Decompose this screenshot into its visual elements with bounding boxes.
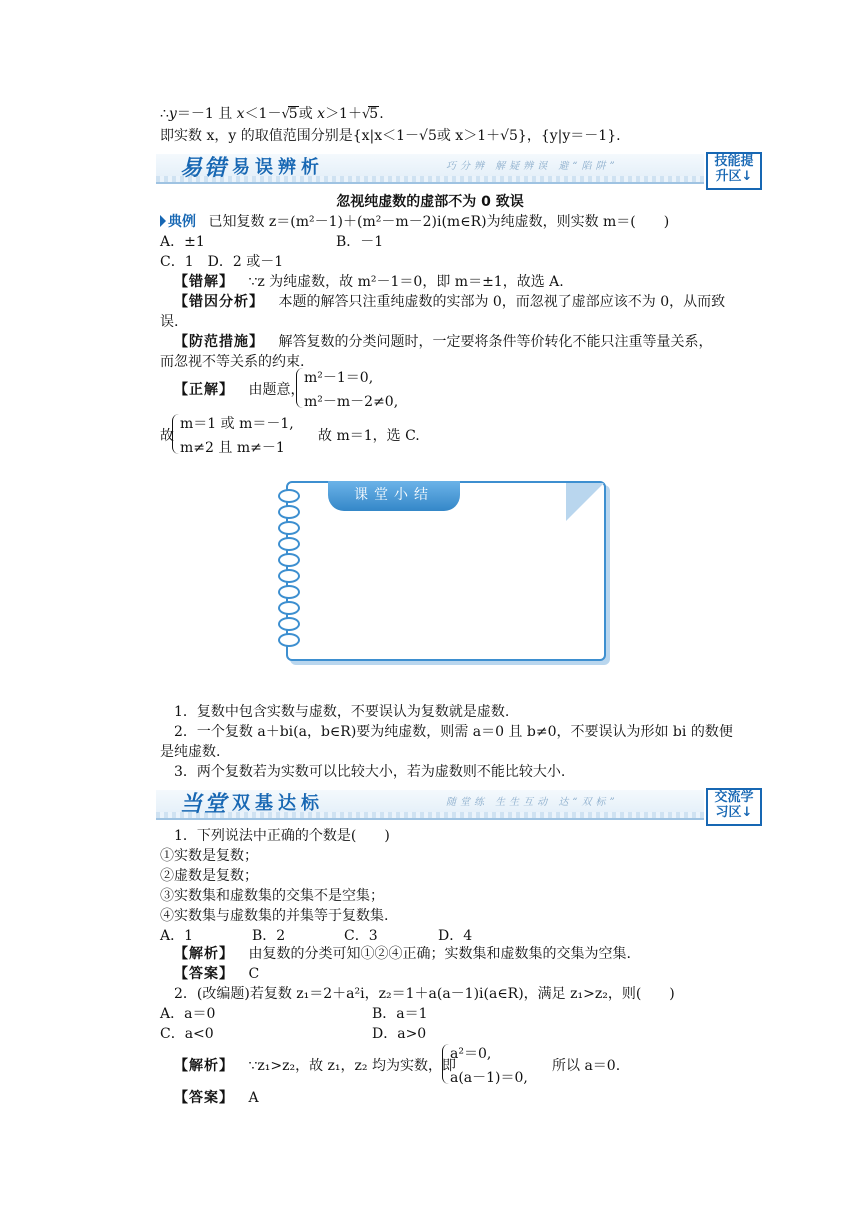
q2-analysis-tag: 【解析】 bbox=[174, 1058, 234, 1074]
solution-so: 故 bbox=[160, 428, 174, 444]
wrong-solution-text: ∵z 为纯虚数，故 m²－1＝0，即 m＝±1，故选 A. bbox=[248, 274, 564, 290]
spiral-ring-icon bbox=[278, 633, 300, 647]
q2-eq-2: a(a－1)＝0, bbox=[450, 1070, 528, 1086]
prevention-cont: 而忽视不等关系的约束. bbox=[160, 354, 305, 370]
prevention-text: 解答复数的分类问题时，一定要将条件等价转化不能只注重等量关系， bbox=[278, 334, 713, 350]
summary-item-2: 2．一个复数 a＋bi(a，b∈R)要为纯虚数，则需 a＝0 且 b≠0，不要误认为形如 bi 的数便 bbox=[174, 724, 733, 740]
header-subtitle: 巧分辨 解疑辨误 避“陷阱” bbox=[446, 161, 619, 172]
wrong-solution-tag: 【错解】 bbox=[174, 274, 234, 290]
q2-analysis bbox=[174, 1056, 456, 1076]
top-line-1 bbox=[160, 104, 384, 125]
brace-1 bbox=[296, 368, 303, 408]
q1-statement-2: ②虚数是复数； bbox=[160, 868, 258, 884]
q1-answer-tag: 【答案】 bbox=[174, 966, 234, 982]
summary-item-3: 3．两个复数若为实数可以比较大小，若为虚数则不能比较大小. bbox=[174, 764, 566, 780]
q2-analysis-lead: ∵z₁>z₂，故 z₁，z₂ 均为实数，即 bbox=[248, 1058, 456, 1074]
solution-end: 故 m＝1，选 C. bbox=[318, 428, 420, 444]
option-a: A．±1 bbox=[160, 234, 205, 250]
sqrt-icon: √ bbox=[281, 107, 290, 122]
header-subtitle: 随堂练 生生互动 达“双标” bbox=[446, 797, 619, 808]
error-cause-cont: 误. bbox=[160, 314, 179, 330]
spiral-ring-icon bbox=[278, 617, 300, 631]
section-header-errors bbox=[156, 154, 764, 186]
q2-option-a: A．a＝0 bbox=[160, 1006, 216, 1022]
q2-option-c: C．a<0 bbox=[160, 1026, 214, 1042]
notebook-card bbox=[286, 481, 606, 661]
text: 或 bbox=[298, 106, 318, 122]
q1-statement-1: ①实数是复数； bbox=[160, 848, 258, 864]
q1-option-d: D．4 bbox=[438, 928, 473, 944]
spiral-ring-icon bbox=[278, 537, 300, 551]
side-badge-line-2: 习区↓ bbox=[715, 805, 753, 820]
header-title-small: 双基达标 bbox=[232, 793, 324, 814]
q2-option-b: B．a＝1 bbox=[372, 1006, 428, 1022]
top-line-2: 即实数 x，y 的取值范围分别是{x|x＜1－√5或 x＞1＋√5}，{y|y＝－1}. bbox=[160, 128, 621, 144]
notebook-tab: 课堂小结 bbox=[328, 481, 460, 511]
q1-option-c: C．3 bbox=[344, 928, 378, 944]
correct-solution-tag: 【正解】 bbox=[174, 382, 234, 398]
system-eq-4: m≠2 且 m≠－1 bbox=[180, 440, 285, 456]
error-cause bbox=[174, 292, 725, 312]
radicand: 5 bbox=[288, 106, 298, 122]
brace-3 bbox=[442, 1044, 449, 1084]
system-eq-2: m²－m－2≠0, bbox=[304, 394, 399, 410]
var-y: y bbox=[168, 106, 177, 122]
side-badge-line-1: 交流学 bbox=[714, 790, 754, 805]
text: ＜1－ bbox=[244, 106, 282, 122]
q2-answer bbox=[174, 1088, 259, 1108]
side-badge-line-1: 技能提 bbox=[714, 154, 754, 169]
header-title-big: 当堂 bbox=[180, 791, 229, 817]
q1-option-a: A．1 bbox=[160, 928, 194, 944]
spiral-ring-icon bbox=[278, 585, 300, 599]
q2-answer-tag: 【答案】 bbox=[174, 1090, 234, 1106]
problem-heading: 忽视纯虚数的虚部不为 0 致误 bbox=[336, 194, 524, 210]
wrong-solution bbox=[174, 272, 564, 292]
spiral-ring-icon bbox=[278, 601, 300, 615]
brace-2 bbox=[172, 414, 179, 454]
system-eq-1: m²－1＝0, bbox=[304, 370, 374, 386]
q1-stem: 1．下列说法中正确的个数是( ) bbox=[174, 828, 390, 844]
system-eq-3: m＝1 或 m＝－1, bbox=[180, 416, 294, 432]
text: . bbox=[379, 106, 384, 122]
error-cause-text: 本题的解答只注重纯虚数的实部为 0，而忽视了虚部应该不为 0，从而致 bbox=[278, 294, 726, 310]
header-title-small: 易误辨析 bbox=[232, 157, 324, 178]
spiral-ring-icon bbox=[278, 505, 300, 519]
header-title-big: 易错 bbox=[180, 155, 229, 181]
class-summary-notebook bbox=[276, 475, 608, 661]
q1-analysis bbox=[174, 944, 631, 964]
q1-answer-value: C bbox=[248, 966, 260, 982]
therefore-symbol: ∴ bbox=[160, 106, 169, 122]
spiral-ring-icon bbox=[278, 521, 300, 535]
q1-analysis-tag: 【解析】 bbox=[174, 946, 234, 962]
page-fold-icon bbox=[566, 483, 604, 521]
q2-option-d: D．a>0 bbox=[372, 1026, 427, 1042]
question-text: 已知复数 z＝(m²－1)＋(m²－m－2)i(m∈R)为纯虚数，则实数 m＝( ) bbox=[208, 214, 670, 230]
side-badge-line-2: 升区↓ bbox=[715, 169, 753, 184]
q1-answer bbox=[174, 964, 259, 984]
option-cd: C．1 D．2 或－1 bbox=[160, 254, 284, 270]
error-cause-tag: 【错因分析】 bbox=[174, 294, 264, 310]
header-side-badge[interactable] bbox=[706, 152, 762, 190]
q1-analysis-text: 由复数的分类可知①②④正确；实数集和虚数集的交集为空集. bbox=[248, 946, 631, 962]
correct-solution bbox=[174, 380, 304, 400]
example-question bbox=[160, 212, 669, 232]
q2-analysis-end: 所以 a＝0. bbox=[552, 1058, 621, 1074]
var-x: x bbox=[236, 106, 245, 122]
var-x: x bbox=[317, 106, 326, 122]
prevention bbox=[174, 332, 712, 352]
q2-eq-1: a²＝0, bbox=[450, 1046, 492, 1062]
q2-stem: 2．(改编题)若复数 z₁＝2＋a²i，z₂＝1＋a(a－1)i(a∈R)，满足 z₁>z₂，则( ) bbox=[174, 986, 675, 1002]
correct-solution-lead: 由题意， bbox=[248, 382, 305, 398]
q1-statement-3: ③实数集和虚数集的交集不是空集； bbox=[160, 888, 384, 904]
spiral-ring-icon bbox=[278, 553, 300, 567]
summary-item-1: 1．复数中包含实数与虚数，不要误认为复数就是虚数. bbox=[174, 704, 510, 720]
prevention-tag: 【防范措施】 bbox=[174, 334, 264, 350]
q2-answer-value: A bbox=[248, 1090, 259, 1106]
header-side-badge[interactable] bbox=[706, 788, 762, 826]
q1-option-b: B．2 bbox=[252, 928, 286, 944]
option-b: B．－1 bbox=[336, 234, 384, 250]
summary-item-2-cont: 是纯虚数. bbox=[160, 744, 221, 760]
spiral-ring-icon bbox=[278, 569, 300, 583]
text: ＝－1 且 bbox=[176, 106, 237, 122]
radicand: 5 bbox=[369, 106, 379, 122]
text: ＞1＋ bbox=[325, 106, 362, 122]
sqrt-icon: √ bbox=[361, 107, 371, 122]
spiral-ring-icon bbox=[278, 489, 300, 503]
example-tag: 典例 bbox=[160, 212, 196, 232]
section-header-basics bbox=[156, 790, 764, 822]
q1-statement-4: ④实数集与虚数集的并集等于复数集. bbox=[160, 908, 389, 924]
